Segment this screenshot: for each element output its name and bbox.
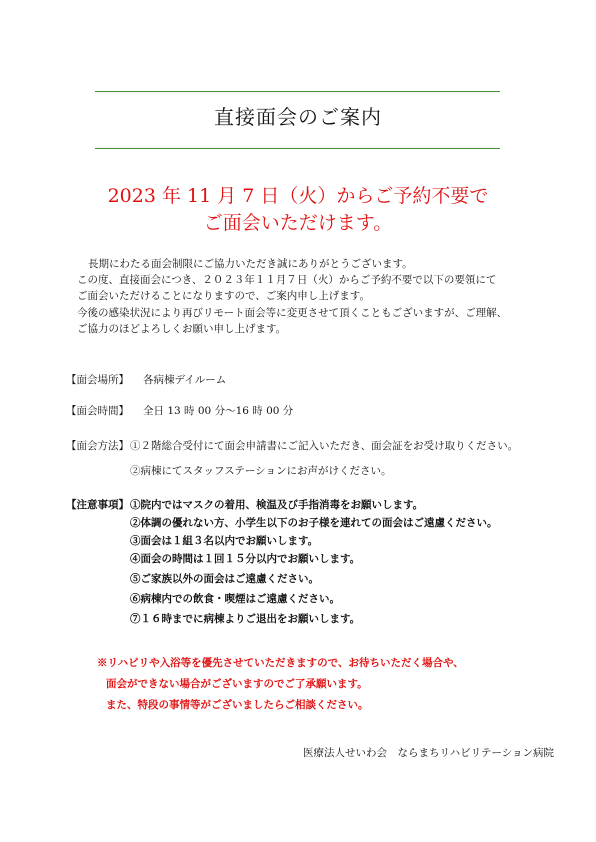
place-label: 【面会場所】 bbox=[66, 374, 129, 386]
notes-item: ⑤ご家族以外の面会はご遠慮ください。 bbox=[130, 573, 319, 585]
intro-line: ご面会いただけることになりますので、ご案内申し上げます。 bbox=[77, 290, 370, 303]
method-item: ②病棟にてスタッフステーションにお声がけください。 bbox=[130, 465, 392, 477]
warning-line: 面会ができない場合がございますのでご了承願います。 bbox=[106, 678, 368, 690]
notes-item: ⑥病棟内での飲食・喫煙はご遠慮ください。 bbox=[130, 593, 340, 605]
method-label: 【面会方法】 bbox=[66, 440, 129, 452]
headline-line-2: ご面会いただけます。 bbox=[203, 212, 393, 234]
headline-line-1: 2023 年 11 月 7 日（火）からご予約不要で bbox=[107, 185, 489, 207]
signature: 医療法人せいわ会 ならまちリハビリテーション病院 bbox=[303, 747, 555, 759]
place-value: 各病棟デイルーム bbox=[143, 374, 227, 386]
title-bottom-rule bbox=[95, 148, 500, 149]
notes-item: ①院内ではマスクの着用、検温及び手指消毒をお願いします。 bbox=[130, 499, 424, 511]
time-label: 【面会時間】 bbox=[66, 405, 129, 417]
warning-line: ※リハビリや入浴等を優先させていただきますので、お待ちいただく場合や、 bbox=[97, 657, 464, 669]
warning-line: また、特段の事情等がございましたらご相談ください。 bbox=[106, 699, 369, 711]
notes-item: ⑦１６時までに病棟よりご退出をお願いします。 bbox=[130, 613, 361, 625]
notes-label: 【注意事項】 bbox=[66, 499, 129, 511]
intro-paragraph bbox=[77, 256, 507, 337]
time-value: 全日 13 時 00 分～16 時 00 分 bbox=[143, 405, 294, 417]
intro-line: この度、直接面会につき、２０２３年１１月７日（火）からご予約不要で以下の要領にて bbox=[77, 274, 497, 287]
notes-item: ③面会は１組３名以内でお願いします。 bbox=[130, 535, 319, 547]
page-title: 直接面会のご案内 bbox=[214, 105, 382, 129]
intro-line: ご協力のほどよろしくお願い申し上げます。 bbox=[77, 322, 287, 335]
notes-item: ④面会の時間は１回１５分以内でお願いします。 bbox=[130, 553, 361, 565]
method-item: ①２階総合受付にて面会申請書にご記入いただき、面会証をお受け取りください。 bbox=[130, 440, 519, 452]
notes-item: ②体調の優れない方、小学生以下のお子様を連れての面会はご遠慮ください。 bbox=[130, 517, 498, 529]
title-top-rule bbox=[95, 91, 500, 92]
intro-line: 今後の感染状況により再びリモート面会等に変更させて頂くこともございますが、ご理解、 bbox=[77, 306, 508, 319]
intro-line: 長期にわたる面会制限にご協力いただき誠にありがとうございます。 bbox=[88, 258, 413, 270]
